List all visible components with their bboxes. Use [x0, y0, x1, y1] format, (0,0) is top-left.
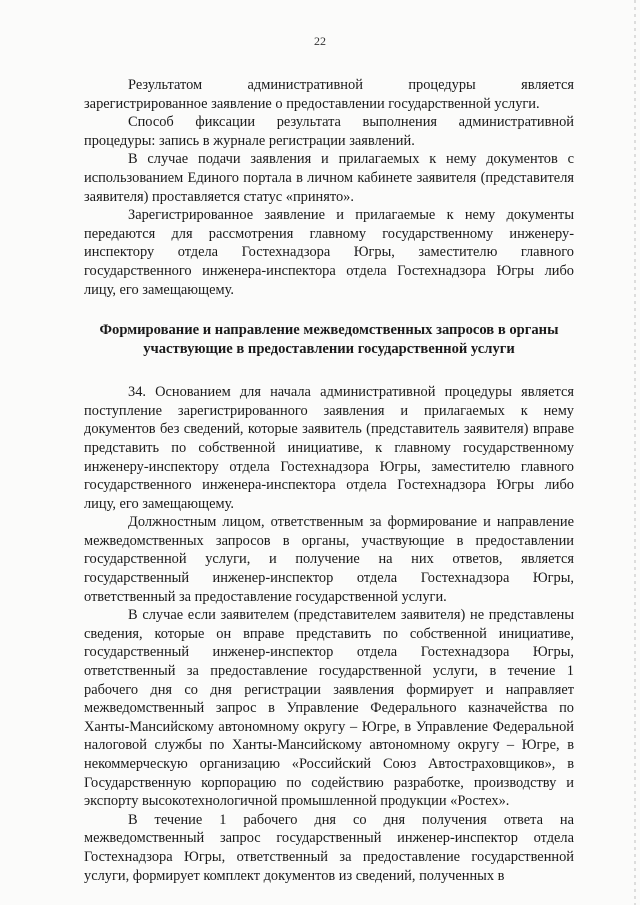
page-content: [84, 76, 574, 885]
paragraph-transfer-documents: Зарегистрированное заявление и прилагаемые к нему документы передаются для рассмотрения главному государственному инженеру-инспектору отдела Гостехнадзора Югры, заместителю главного государственного инженера-инспектора отдела Гостехнадзора Югры либо лицу, его замещающему.: [84, 207, 574, 298]
paragraph-34-basis: 34. Основанием для начала административной процедуры является поступление зарегистрированного заявления и прилагаемых к нему документов без сведений, которые заявитель (представитель заявителя) вправе представить по собственной инициативе, к главному государственному инженеру-инспектору отдела Гостехнадзора Югры, заместителю главного государственного инженера-инспектора отдела Гостехнадзора Югры либо лицу, его замещающему.: [84, 384, 574, 512]
section-heading: Формирование и направление межведомственных запросов в органы участвующие в предоставлении государственной услуги: [99, 322, 559, 358]
paragraph-responsible-official: Должностным лицом, ответственным за формирование и направление межведомственных запросов в органы, участвующие в предоставлении государственной услуги, и получение на них ответов, является государственный инженер-инспектор отдела Гостехнадзора Югры, ответственный за предоставление государственной услуги.: [84, 514, 574, 605]
page-number: 22: [314, 34, 326, 48]
paragraph-portal-status: В случае подачи заявления и прилагаемых к нему документов с использованием Единого портала в личном кабинете заявителя (представителя заявителя) проставляется статус «принято».: [84, 151, 574, 205]
paragraph-result: Результатом административной процедуры является зарегистрированное заявление о предоставлении государственной услуги.: [84, 77, 574, 112]
paragraph-response-processing: В течение 1 рабочего дня со дня получения ответа на межведомственный запрос государственный инженер-инспектор отдела Гостехнадзора Югры, ответственный за предоставление государственной услуги, формирует комплект документов из сведений, полученных в: [84, 811, 574, 884]
scan-edge-artifact: [634, 0, 636, 905]
paragraph-interagency-request: В случае если заявителем (представителем заявителя) не представлены сведения, которые он вправе представить по собственной инициативе, государственный инженер-инспектор отдела Гостехнадзора Югры, ответственный за предоставление государственной услуги, в течение 1 рабочего дня со дня регистрации заявления формирует и направляет межведомственный запрос в Управление Федерального казначейства по Ханты-Мансийскому автономному округу – Югре, в Управление Федеральной налоговой службы по Ханты-Мансийскому автономному округу – Югре, в некоммерческую организацию «Российский Союз Автостраховщиков», в Государственную корпорацию по содействию разработке, производству и экспорту высокотехнологичной промышленной продукции «Ростех».: [84, 607, 574, 810]
paragraph-fixation-method: Способ фиксации результата выполнения административной процедуры: запись в журнале регистрации заявлений.: [84, 114, 574, 149]
